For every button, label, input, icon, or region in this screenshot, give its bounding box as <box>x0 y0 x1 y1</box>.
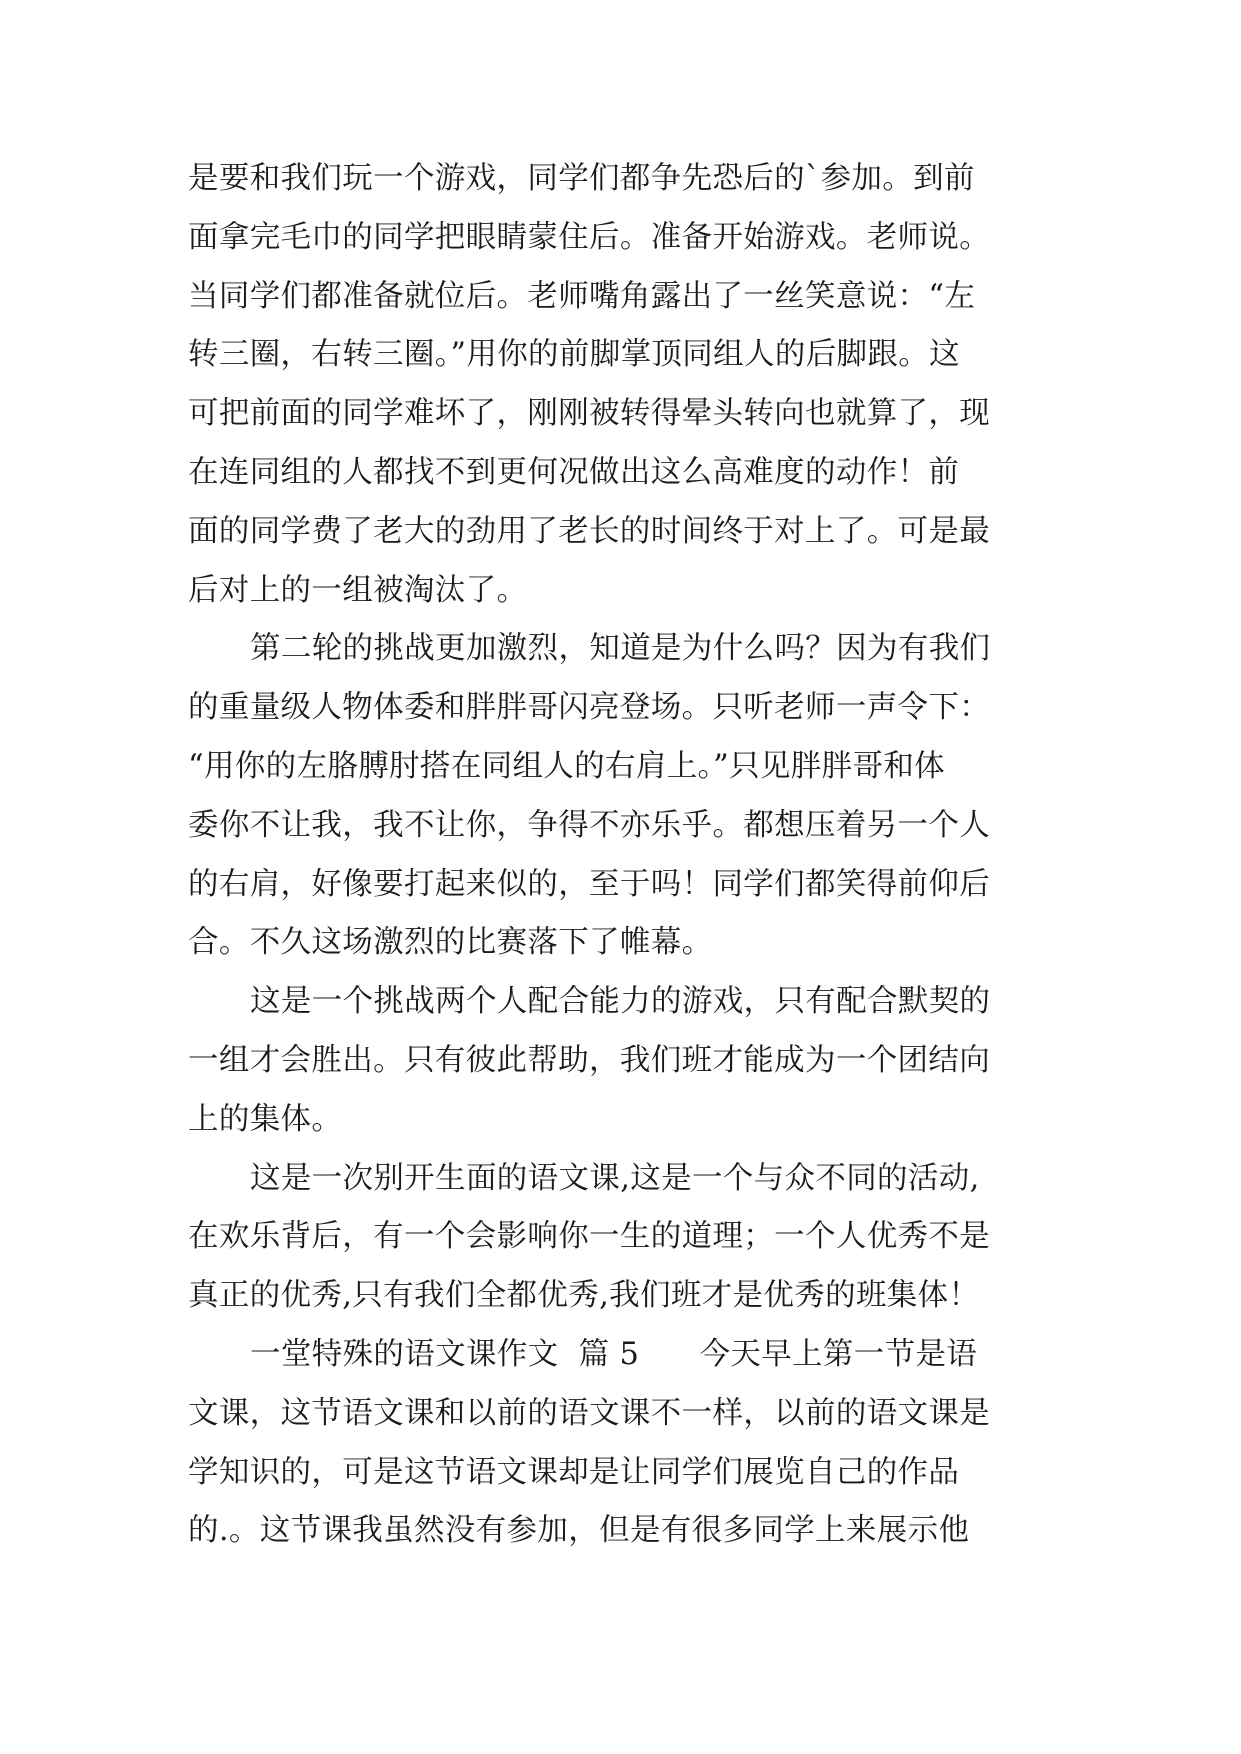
text-line: 的重量级人物体委和胖胖哥闪亮登场。只听老师一声令下： <box>188 690 991 726</box>
text-line: 文课，这节语文课和以前的语文课不一样，以前的语文课是 <box>188 1395 991 1431</box>
text-line: 上的集体。 <box>188 1101 343 1137</box>
text-line: 后对上的一组被淘汰了。 <box>188 572 528 608</box>
text-line: 一堂特殊的语文课作文 篇 5 今天早上第一节是语 <box>250 1336 978 1372</box>
text-line: 学知识的，可是这节语文课却是让同学们展览自己的作品 <box>188 1454 960 1490</box>
text-line: 的右肩，好像要打起来似的，至于吗！同学们都笑得前仰后 <box>188 866 991 902</box>
text-line: 一组才会胜出。只有彼此帮助，我们班才能成为一个团结向 <box>188 1042 991 1078</box>
text-line: 委你不让我，我不让你，争得不亦乐乎。都想压着另一个人 <box>188 807 991 843</box>
body-text <box>188 150 1188 1561</box>
text-line: 面的同学费了老大的劲用了老长的时间终于对上了。可是最 <box>188 513 991 549</box>
text-line: 当同学们都准备就位后。老师嘴角露出了一丝笑意说：“左 <box>188 278 976 314</box>
text-line: 的.。这节课我虽然没有参加，但是有很多同学上来展示他 <box>188 1513 970 1549</box>
text-line: 在连同组的人都找不到更何况做出这么高难度的动作！前 <box>188 454 960 490</box>
text-line: 这是一次别开生面的语文课,这是一个与众不同的活动, <box>250 1160 980 1196</box>
text-line: 面拿完毛巾的同学把眼睛蒙住后。准备开始游戏。老师说。 <box>188 219 991 255</box>
text-line: 第二轮的挑战更加激烈，知道是为什么吗？因为有我们 <box>250 631 991 667</box>
text-line: 真正的优秀,只有我们全都优秀,我们班才是优秀的班集体！ <box>188 1278 980 1314</box>
text-line: 合。不久这场激烈的比赛落下了帷幕。 <box>188 925 713 961</box>
text-line: 是要和我们玩一个游戏，同学们都争先恐后的`参加。到前 <box>188 161 975 196</box>
text-line: 转三圈，右转三圈。”用你的前脚掌顶同组人的后脚跟。这 <box>188 337 960 373</box>
text-line: 可把前面的同学难坏了，刚刚被转得晕头转向也就算了，现 <box>188 396 991 432</box>
text-line: 这是一个挑战两个人配合能力的游戏，只有配合默契的 <box>250 984 991 1020</box>
text-line: 在欢乐背后，有一个会影响你一生的道理；一个人优秀不是 <box>188 1219 991 1255</box>
text-line: “用你的左胳膊肘搭在同组人的右肩上。”只见胖胖哥和体 <box>188 748 946 784</box>
